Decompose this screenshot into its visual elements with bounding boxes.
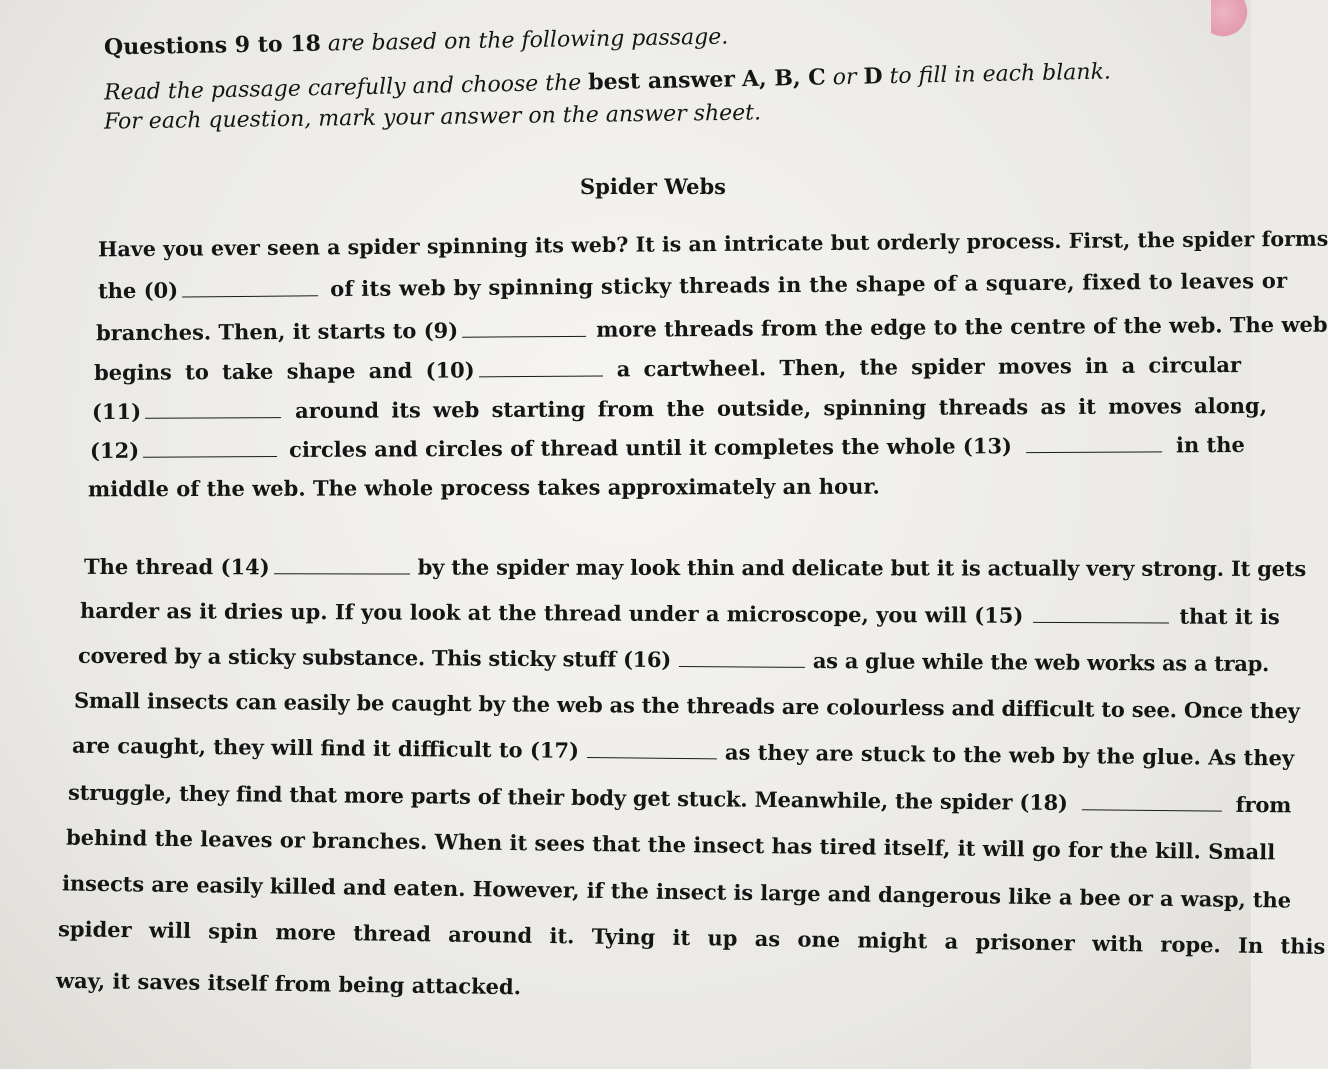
corner-sticker	[1211, 0, 1251, 40]
para1-line-1: Have you ever seen a spider spinning its web? It is an intricate but orderly process. First, the spider forms	[97, 226, 1328, 262]
para2-line-7: behind the leaves or branches. When it sees that the insect has tired itself, it will go for the kill. Small	[65, 824, 1276, 865]
question-range: Questions 9 to 18	[103, 30, 322, 61]
para1-line-7: middle of the web. The whole process takes approximately an hour.	[87, 473, 880, 502]
para1-line-4: begins to take shape and (10) a cartwheel. Then, the spider moves in a circular	[93, 351, 1242, 386]
para1-line-6: (12) circles and circles of thread until it completes the whole (13) in the	[89, 431, 1245, 464]
para2-line-9: spider will spin more thread around it. Tying it up as one might a prisoner with rope. In this	[57, 916, 1326, 959]
para2-line-6: struggle, they find that more parts of their body get stuck. Meanwhile, the spider (18) from	[67, 779, 1292, 818]
blank-18[interactable]	[1082, 791, 1222, 811]
blank-15[interactable]	[1033, 604, 1169, 624]
para2-line-5: are caught, they will find it difficult to (17) as they are stuck to the web by the glue. As they	[71, 732, 1295, 771]
blank-16[interactable]	[679, 648, 805, 668]
para2-line-3: covered by a sticky substance. This sticky stuff (16) as a glue while the web works as a trap.	[77, 642, 1270, 677]
blank-14[interactable]	[274, 555, 410, 574]
para2-line-1: The thread (14) by the spider may look thin and delicate but it is actually very strong. It gets	[83, 553, 1307, 582]
para2-line-10: way, it saves itself from being attacked.	[55, 967, 522, 1000]
instruction-line-2: Read the passage carefully and choose the best answer A, B, C or D to fill in each blank.	[103, 59, 1112, 106]
blank-11[interactable]	[145, 399, 281, 419]
para1-line-2: the (0) of its web by spinning sticky threads in the shape of a square, fixed to leaves or	[97, 267, 1288, 304]
para2-line-8: insects are easily killed and eaten. However, if the insect is large and dangerous like a bee or a wasp, the	[61, 870, 1292, 913]
para1-line-3: branches. Then, it starts to (9) more threads from the edge to the centre of the web. The web	[95, 311, 1328, 346]
blank-17[interactable]	[587, 739, 717, 759]
para2-line-2: harder as it dries up. If you look at the thread under a microscope, you will (15) that it is	[79, 597, 1280, 630]
para1-line-5: (11) around its web starting from the outside, spinning threads as it moves along,	[91, 392, 1268, 425]
blank-12[interactable]	[143, 438, 277, 458]
blank-0[interactable]	[182, 277, 318, 297]
instruction-line-1: Questions 9 to 18 are based on the following passage.	[103, 24, 729, 61]
instruction-line-3: For each question, mark your answer on the answer sheet.	[103, 100, 762, 135]
blank-9[interactable]	[462, 318, 586, 338]
passage-title: Spider Webs	[580, 174, 726, 199]
para2-line-4: Small insects can easily be caught by the web as the threads are colourless and difficult to see. Once they	[73, 687, 1300, 724]
blank-13[interactable]	[1026, 433, 1162, 453]
blank-10[interactable]	[479, 357, 603, 377]
